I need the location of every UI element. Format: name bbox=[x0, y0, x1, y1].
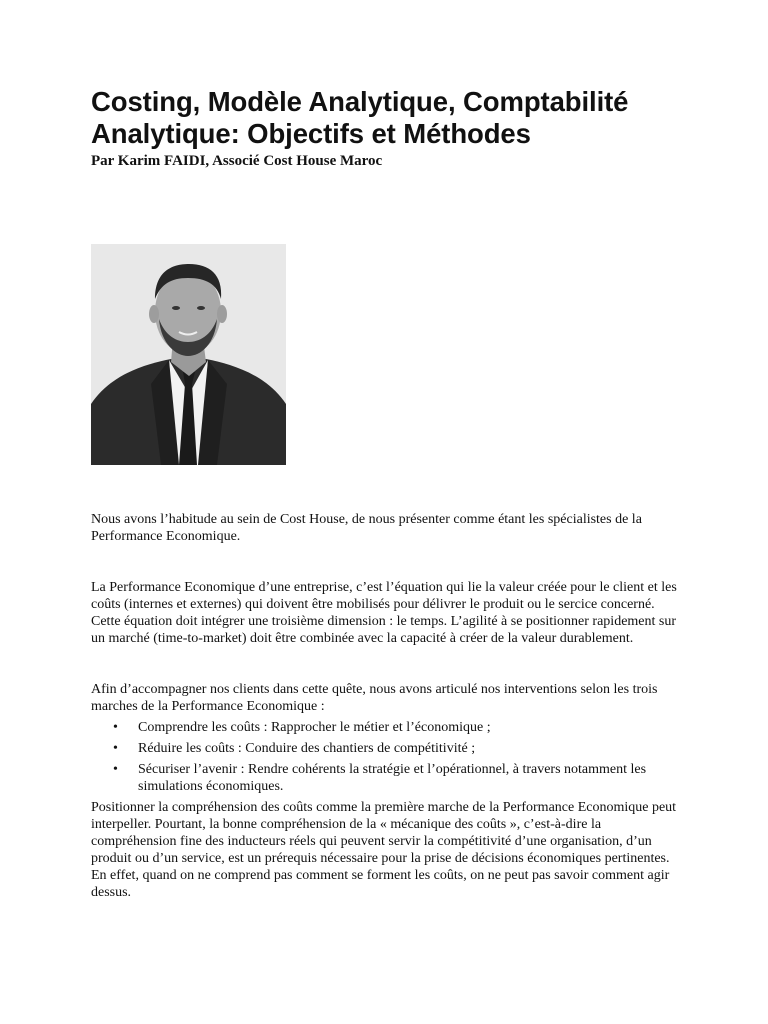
paragraph-approach: Afin d’accompagner nos clients dans cette quête, nous avons articulé nos interventions selon les trois marches de la Performance Economique : bbox=[91, 682, 658, 714]
paragraph-intro: Nous avons l’habitude au sein de Cost House, de nous présenter comme étant les spécialistes de la Performance Economique. bbox=[91, 512, 642, 544]
bullet-icon: • bbox=[113, 720, 118, 735]
author-byline: Par Karim FAIDI, Associé Cost House Maroc bbox=[91, 153, 383, 169]
article-body bbox=[91, 511, 681, 901]
list-item-text: Sécuriser l’avenir : Rendre cohérents la stratégie et l’opérationnel, à travers notamment les simulations économiques. bbox=[138, 762, 647, 794]
list-item bbox=[113, 740, 681, 757]
article-title: Costing, Modèle Analytique, Comptabilité Analytique: Objectifs et Méthodes bbox=[91, 86, 629, 149]
bullet-icon: • bbox=[113, 762, 118, 777]
article bbox=[91, 86, 681, 900]
list-item bbox=[113, 761, 681, 795]
list-item bbox=[113, 719, 681, 736]
list-item-text: Comprendre les coûts : Rapprocher le métier et l’économique ; bbox=[138, 720, 491, 735]
paragraph-understanding-costs: Positionner la compréhension des coûts comme la première marche de la Performance Economique peut interpeller. Pourtant, la bonne compréhension de la « mécanique des coûts », c’est-à-dire la compréhension fine des inducteurs réels qui peuvent servir la compétitivité d’une organisation, d’un produit ou d’un service, est un prérequis nécessaire pour la prise de décisions économiques pertinentes. En effet, quand on ne comprend pas comment se forment les coûts, on ne peut pas savoir comment agir dessus. bbox=[91, 800, 677, 900]
author-photo bbox=[91, 244, 286, 465]
paragraph-performance: La Performance Economique d’une entreprise, c’est l’équation qui lie la valeur créée pour le client et les coûts (internes et externes) qui doivent être mobilisés pour délivrer le produit ou le sercice concerné. Cette équation doit intégrer une troisième dimension : le temps. L’agilité à se positionner rapidement sur un marché (time-to-market) doit être combinée avec la capacité à créer de la valeur durablement. bbox=[91, 580, 677, 646]
bullet-list bbox=[91, 719, 681, 795]
bullet-icon: • bbox=[113, 741, 118, 756]
list-item-text: Réduire les coûts : Conduire des chantiers de compétitivité ; bbox=[138, 741, 476, 756]
